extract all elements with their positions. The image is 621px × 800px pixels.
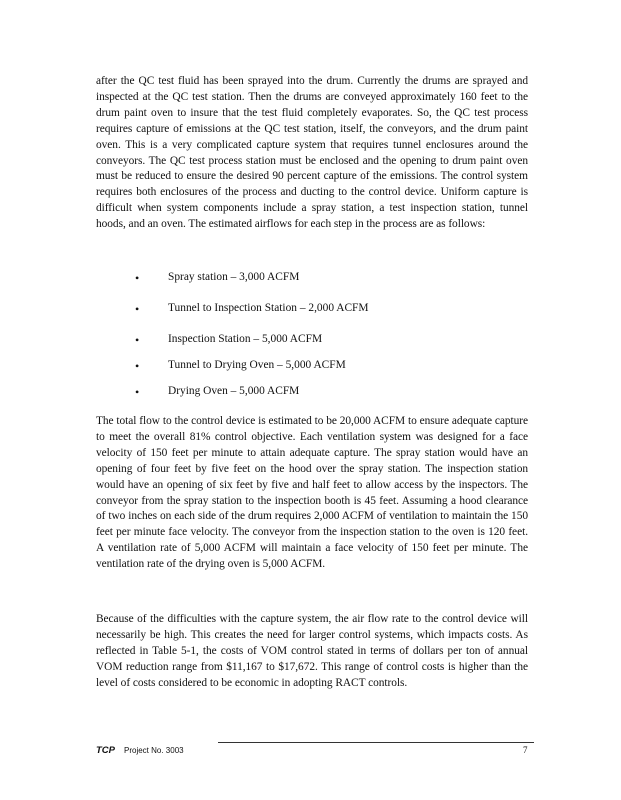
body-paragraph-3: Because of the difficulties with the capture system, the air flow rate to the control device will necessarily be high. This creates the need for larger control systems, which impacts costs. As reflected in Table 5-1, the costs of VOM control stated in terms of dollars per ton of annual VOM reduction range from $11,167 to $17,672. This range of control costs is higher than the level of costs considered to be economic in adopting RACT controls. [96,613,528,689]
body-paragraph-1: after the QC test fluid has been sprayed into the drum. Currently the drums are sprayed and inspected at the QC test station. Then the drums are conveyed approximately 160 feet to the drum paint oven to insure that the test fluid completely evaporates. So, the QC test process requires capture of emissions at the QC test station, itself, the conveyors, and the drum paint oven. This is a very complicated capture system that requires tunnel enclosures around the conveyors. The QC test process station must be enclosed and the opening to drum paint oven must be reduced to ensure the desired 90 percent capture of the emissions. The control system requires both enclosures of the process and ducting to the control device. Uniform capture is difficult when system components include a spray station, a test inspection station, tunnel hoods, and an oven. The estimated airflows for each step in the process are as follows: [96,75,528,231]
bullet-item-drying-oven: • Drying Oven – 5,000 ACFM [168,385,299,397]
body-paragraph-2: The total flow to the control device is estimated to be 20,000 ACFM to ensure adequate capture to meet the overall 81% control objective. Each ventilation system was designed for a face velocity of 150 feet per minute to attain adequate capture. The spray station would have an opening of four feet by five feet on the hood over the spray station. The inspection station would have an opening of six feet by five and half feet to allow access by the inspectors. The conveyor from the spray station to the inspection booth is 45 feet. Assuming a hood clearance of two inches on each side of the drum requires 2,000 ACFM of ventilation to maintain the 150 feet per minute face velocity. The conveyor from the inspection station to the oven is 120 feet. A ventilation rate of 5,000 ACFM will maintain a face velocity of 150 feet per minute. The ventilation rate of the drying oven is 5,000 ACFM. [96,415,528,571]
footer-page-number: 7 [523,745,528,755]
footer-logo: TCP [96,745,115,756]
footer-project-number: Project No. 3003 [124,746,184,755]
bullet-item-inspection-station: • Inspection Station – 5,000 ACFM [168,333,322,345]
bullet-item-tunnel-to-drying-oven: • Tunnel to Drying Oven – 5,000 ACFM [168,359,346,371]
footer-divider [218,742,534,743]
bullet-item-spray-station: • Spray station – 3,000 ACFM [168,271,299,283]
bullet-item-tunnel-to-inspection: • Tunnel to Inspection Station – 2,000 ACFM [168,302,369,314]
